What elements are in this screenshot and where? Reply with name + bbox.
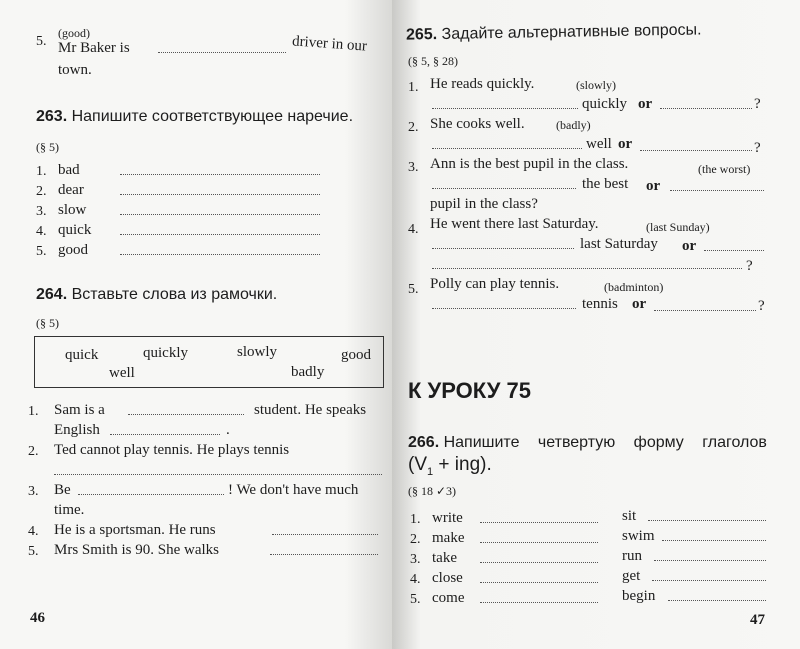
ex266-answer-line[interactable] — [654, 560, 766, 561]
ex264-item-number: 2. — [28, 444, 39, 459]
ex262-hint: (good) — [58, 26, 90, 40]
ex266-answer-line[interactable] — [662, 540, 766, 541]
ex264-item-text: He is a sportsman. He runs — [54, 522, 216, 538]
ex265-item-sentence: Ann is the best pupil in the class. — [430, 156, 629, 172]
ex266-formula-rest: + ing). — [433, 454, 492, 475]
ex265-item-sentence: She cooks well. — [430, 116, 525, 132]
ex266-answer-line[interactable] — [480, 582, 598, 583]
ex266-item-word: take — [432, 550, 457, 566]
word-box-word: quickly — [143, 345, 188, 361]
ex264-answer-line[interactable] — [270, 554, 378, 555]
ex266-item-word: come — [432, 590, 465, 606]
word-box — [34, 336, 384, 388]
ex266-answer-line[interactable] — [668, 600, 766, 601]
ex265-item-tail: pupil in the class? — [430, 196, 538, 212]
left-page — [0, 0, 392, 649]
ex265-item-hint: (badminton) — [604, 280, 664, 294]
ex266-formula-sub: 1 — [427, 465, 434, 478]
ex265-instruction: Задайте альтернативные вопросы. — [441, 21, 702, 43]
ex265-item-hint: (last Sunday) — [646, 220, 710, 234]
ex264-item-text: . — [226, 422, 230, 438]
ex264-ref: (§ 5) — [36, 316, 59, 330]
ex265-answer-line[interactable] — [640, 150, 752, 151]
ex263-ref: (§ 5) — [36, 140, 59, 154]
ex263-item-word: dear — [58, 182, 84, 198]
ex262-text-a: Mr Baker is — [58, 40, 130, 56]
ex265-item-q: ? — [758, 298, 765, 314]
ex266-answer-line[interactable] — [480, 522, 598, 523]
ex265-item-sentence: He went there last Saturday. — [430, 216, 599, 232]
ex264-item-number: 1. — [28, 404, 39, 419]
ex262-text-c: town. — [58, 62, 92, 78]
ex266-item-number: 1. — [410, 512, 421, 527]
ex262-text-b: driver in our — [291, 33, 368, 55]
ex265-ref: (§ 5, § 28) — [408, 54, 458, 68]
ex263-item-number: 5. — [36, 244, 47, 259]
ex266-answer-line[interactable] — [480, 562, 598, 563]
ex266-item-word: close — [432, 570, 463, 586]
ex266-item-word: swim — [622, 528, 655, 544]
lesson-heading: К УРОКУ 75 — [408, 378, 531, 403]
word-box-word: good — [341, 347, 371, 363]
ex265-item-mid: quickly — [582, 96, 627, 112]
ex265-item-number: 2. — [408, 120, 419, 135]
ex264-instruction: Вставьте слова из рамочки. — [71, 286, 278, 303]
ex266-item-word: get — [622, 568, 641, 584]
ex263-item-number: 1. — [36, 164, 47, 179]
right-page — [392, 0, 800, 649]
ex266-item-number: 5. — [410, 592, 421, 607]
ex265-item-number: 4. — [408, 222, 419, 237]
ex264-item-text: Sam is a — [54, 402, 105, 418]
ex264-item-number: 5. — [28, 544, 39, 559]
ex265-item-sentence: Polly can play tennis. — [430, 276, 560, 292]
ex264-item-text: Be — [54, 482, 71, 498]
ex266-instruction: Напишите четвертую форму глаголов — [443, 434, 767, 451]
ex265-item-q: ? — [746, 258, 753, 274]
word-box-word: badly — [291, 364, 325, 380]
ex262-answer-line[interactable] — [158, 52, 286, 53]
ex266-item-number: 4. — [410, 572, 421, 587]
ex265-answer-line[interactable] — [704, 250, 764, 251]
ex263-answer-line[interactable] — [120, 174, 320, 175]
ex266-item-word: begin — [622, 588, 656, 604]
ex265-item-or: or — [646, 178, 661, 194]
ex265-item-or: or — [618, 136, 633, 152]
ex264-answer-line[interactable] — [128, 414, 244, 415]
ex266-item-number: 3. — [410, 552, 421, 567]
ex265-item-mid: tennis — [582, 296, 618, 312]
ex263-item-word: quick — [58, 222, 92, 238]
ex263-title — [36, 108, 353, 126]
ex264-item-text: Ted cannot play tennis. He plays tennis — [54, 442, 290, 458]
ex264-answer-line[interactable] — [78, 494, 224, 495]
ex265-answer-line[interactable] — [432, 188, 576, 189]
ex263-answer-line[interactable] — [120, 214, 320, 215]
page-number-right: 47 — [750, 612, 765, 628]
ex264-answer-line[interactable] — [110, 434, 220, 435]
ex265-item-or: or — [682, 238, 697, 254]
ex266-item-number: 2. — [410, 532, 421, 547]
ex266-answer-line[interactable] — [648, 520, 766, 521]
ex265-item-hint: (the worst) — [698, 162, 751, 176]
ex265-answer-line[interactable] — [660, 108, 752, 109]
ex264-item-text: time. — [54, 502, 85, 518]
ex265-item-sentence: He reads quickly. — [430, 76, 535, 92]
ex263-answer-line[interactable] — [120, 194, 320, 195]
ex263-item-word: good — [58, 242, 88, 258]
word-box-word: slowly — [237, 344, 278, 360]
ex263-answer-line[interactable] — [120, 234, 320, 235]
ex263-item-word: slow — [58, 202, 87, 218]
ex262-item-number: 5. — [36, 34, 47, 49]
ex266-formula-v: (V — [408, 454, 427, 475]
ex266-number: 266. — [408, 434, 440, 451]
ex265-item-mid: the best — [582, 176, 629, 192]
page-number-left: 46 — [30, 610, 45, 626]
ex265-answer-line[interactable] — [654, 310, 756, 311]
ex266-answer-line[interactable] — [652, 580, 766, 581]
ex265-item-or: or — [632, 296, 647, 312]
ex266-item-word: run — [622, 548, 642, 564]
ex266-title — [408, 434, 767, 452]
ex265-number: 265. — [405, 26, 438, 44]
ex265-answer-line[interactable] — [432, 248, 574, 249]
ex263-item-number: 3. — [36, 204, 47, 219]
ex263-answer-line[interactable] — [120, 254, 320, 255]
ex264-title — [36, 286, 277, 304]
ex266-item-word: make — [432, 530, 465, 546]
ex265-item-or: or — [638, 96, 653, 112]
ex264-item-number: 3. — [28, 484, 39, 499]
ex265-answer-line[interactable] — [432, 268, 742, 269]
ex265-item-mid: last Saturday — [580, 236, 658, 252]
ex264-answer-line[interactable] — [54, 474, 382, 475]
ex266-item-word: sit — [622, 508, 637, 524]
word-box-word: well — [109, 365, 135, 381]
ex265-item-hint: (badly) — [556, 118, 591, 132]
ex265-title — [406, 21, 702, 44]
ex263-number: 263. — [36, 108, 68, 125]
ex266-formula — [408, 454, 492, 478]
ex265-item-number: 5. — [408, 282, 419, 297]
ex264-item-text: Mrs Smith is 90. She walks — [54, 542, 220, 558]
ex265-item-mid: well — [586, 136, 612, 152]
ex265-item-q: ? — [754, 96, 761, 112]
ex265-answer-line[interactable] — [432, 308, 576, 309]
ex265-answer-line[interactable] — [670, 190, 764, 191]
ex263-item-word: bad — [58, 162, 80, 178]
ex263-instruction: Напишите соответствующее наречие. — [71, 108, 354, 125]
ex265-item-number: 3. — [408, 160, 419, 175]
ex263-item-number: 4. — [36, 224, 47, 239]
ex263-item-number: 2. — [36, 184, 47, 199]
ex266-answer-line[interactable] — [480, 542, 598, 543]
ex265-item-hint: (slowly) — [576, 78, 616, 92]
ex265-item-q: ? — [754, 140, 761, 156]
ex264-answer-line[interactable] — [272, 534, 378, 535]
ex264-number: 264. — [36, 286, 68, 303]
word-box-word: quick — [65, 347, 99, 363]
ex265-answer-line[interactable] — [432, 148, 582, 149]
ex266-answer-line[interactable] — [480, 602, 598, 603]
ex264-item-text: English — [54, 422, 100, 438]
ex264-item-number: 4. — [28, 524, 39, 539]
ex265-answer-line[interactable] — [432, 108, 578, 109]
ex266-item-word: write — [432, 510, 463, 526]
ex265-item-number: 1. — [408, 80, 419, 95]
ex264-item-text: student. He speaks — [254, 402, 367, 418]
ex266-ref: (§ 18 ✓3) — [408, 484, 457, 498]
ex264-item-text: ! We don't have much — [228, 482, 359, 498]
